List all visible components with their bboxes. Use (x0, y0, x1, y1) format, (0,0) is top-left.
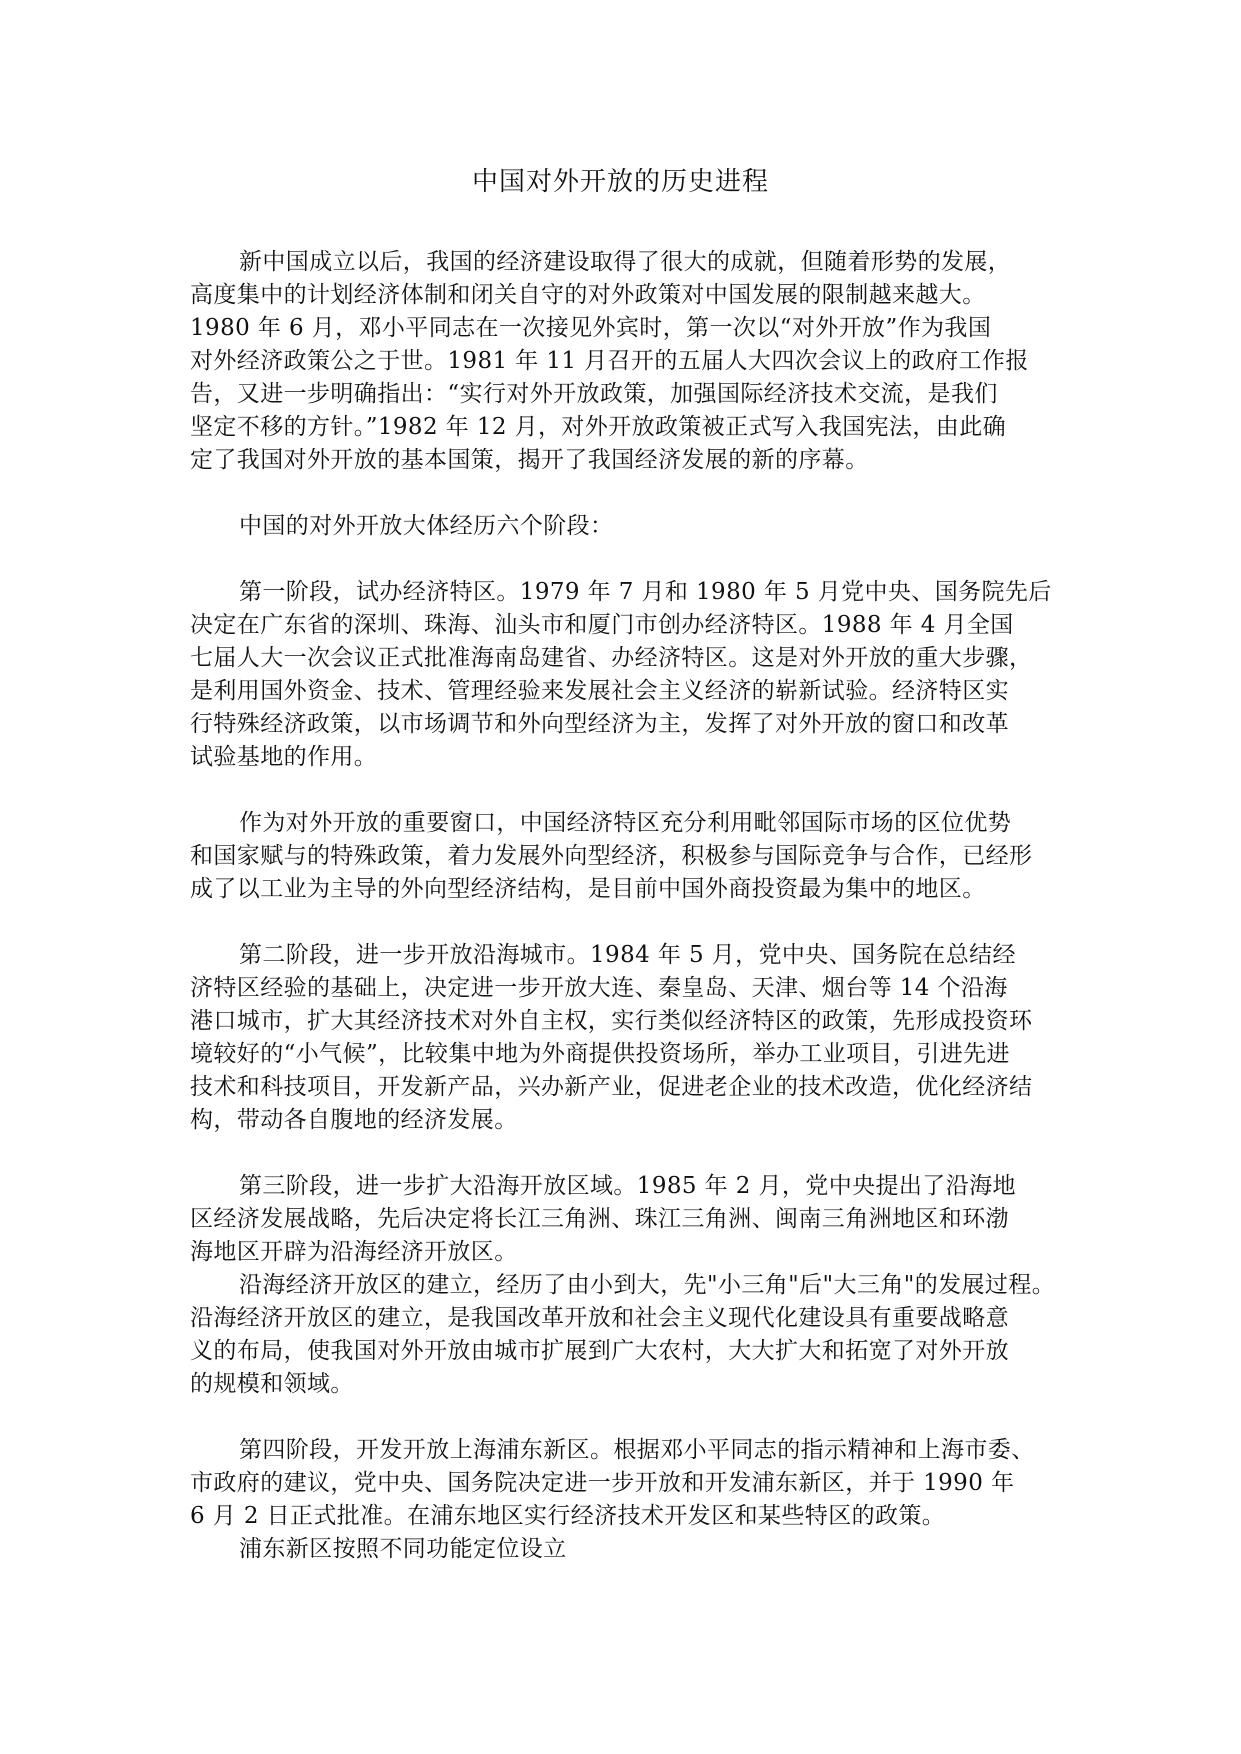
text-line: 七届人大一次会议正式批准海南岛建省、办经济特区。这是对外开放的重大步骤， (190, 645, 1033, 671)
text-line: 第四阶段，开发开放上海浦东新区。根据邓小平同志的指示精神和上海市委、 (239, 1437, 1035, 1463)
text-line: 济特区经验的基础上，决定进一步开放大连、秦皇岛、天津、烟台等 14 个沿海 (190, 975, 1008, 1001)
text-line: 港口城市，扩大其经济技术对外自主权，实行类似经济特区的政策，先形成投资环 (190, 1008, 1033, 1034)
text-line: 沿海经济开放区的建立，是我国改革开放和社会主义现代化建设具有重要战略意 (190, 1305, 1009, 1331)
text-line: 区经济发展战略，先后决定将长江三角洲、珠江三角洲、闽南三角洲地区和环渤 (190, 1206, 1009, 1232)
text-line: 决定在广东省的深圳、珠海、汕头市和厦门市创办经济特区。1988 年 4 月全国 (190, 612, 1014, 638)
text-line: 第二阶段，进一步开放沿海城市。1984 年 5 月，党中央、国务院在总结经 (239, 942, 1016, 968)
text-line: 和国家赋与的特殊政策，着力发展外向型经济，积极参与国际竞争与合作，已经形 (190, 843, 1033, 869)
text-line: 第三阶段，进一步扩大沿海开放区域。1985 年 2 月，党中央提出了沿海地 (239, 1173, 1016, 1199)
text-line: 浦东新区按照不同功能定位设立 (239, 1536, 567, 1562)
text-line: 市政府的建议，党中央、国务院决定进一步开放和开发浦东新区，并于 1990 年 (190, 1470, 1015, 1496)
text-line: 构，带动各自腹地的经济发展。 (190, 1107, 518, 1133)
text-line: 中国的对外开放大体经历六个阶段： (239, 513, 614, 539)
text-line: 第一阶段，试办经济特区。1979 年 7 月和 1980 年 5 月党中央、国务院先后 (239, 579, 1052, 605)
text-line: 是利用国外资金、技术、管理经验来发展社会主义经济的崭新试验。经济特区实 (190, 678, 1009, 704)
text-line: 作为对外开放的重要窗口，中国经济特区充分利用毗邻国际市场的区位优势 (239, 810, 1012, 836)
text-line: 技术和科技项目，开发新产品，兴办新产业，促进老企业的技术改造，优化经济结 (190, 1074, 1033, 1100)
text-line: 的规模和领域。 (190, 1371, 354, 1397)
text-line: 定了我国对外开放的基本国策，揭开了我国经济发展的新的序幕。 (190, 447, 869, 473)
text-line: 1980 年 6 月，邓小平同志在一次接见外宾时，第一次以“对外开放”作为我国 (190, 315, 992, 341)
text-line: 对外经济政策公之于世。1981 年 11 月召开的五届人大四次会议上的政府工作报 (190, 348, 1029, 374)
text-line: 境较好的“小气候”，比较集中地为外商提供投资场所，举办工业项目，引进先进 (190, 1041, 1010, 1067)
text-line: 高度集中的计划经济体制和闭关自守的对外政策对中国发展的限制越来越大。 (190, 282, 986, 308)
text-line: 坚定不移的方针。”1982 年 12 月，对外开放政策被正式写入我国宪法，由此确 (190, 414, 1006, 440)
text-line: 新中国成立以后，我国的经济建设取得了很大的成就，但随着形势的发展， (239, 249, 1012, 275)
text-line: 成了以工业为主导的外向型经济结构，是目前中国外商投资最为集中的地区。 (190, 876, 986, 902)
text-line: 6 月 2 日正式批准。在浦东地区实行经济技术开发区和某些特区的政策。 (190, 1503, 946, 1529)
text-line: 沿海经济开放区的建立，经历了由小到大，先"小三角"后"大三角"的发展过程。 (239, 1272, 1056, 1298)
text-line: 试验基地的作用。 (190, 744, 378, 770)
text-line: 海地区开辟为沿海经济开放区。 (190, 1239, 518, 1265)
document-title: 中国对外开放的历史进程 (471, 167, 769, 197)
text-line: 义的布局，使我国对外开放由城市扩展到广大农村，大大扩大和拓宽了对外开放 (190, 1338, 1009, 1364)
text-line: 告，又进一步明确指出：“实行对外开放政策，加强国际经济技术交流，是我们 (190, 381, 998, 407)
text-line: 行特殊经济政策，以市场调节和外向型经济为主，发挥了对外开放的窗口和改革 (190, 711, 1009, 737)
